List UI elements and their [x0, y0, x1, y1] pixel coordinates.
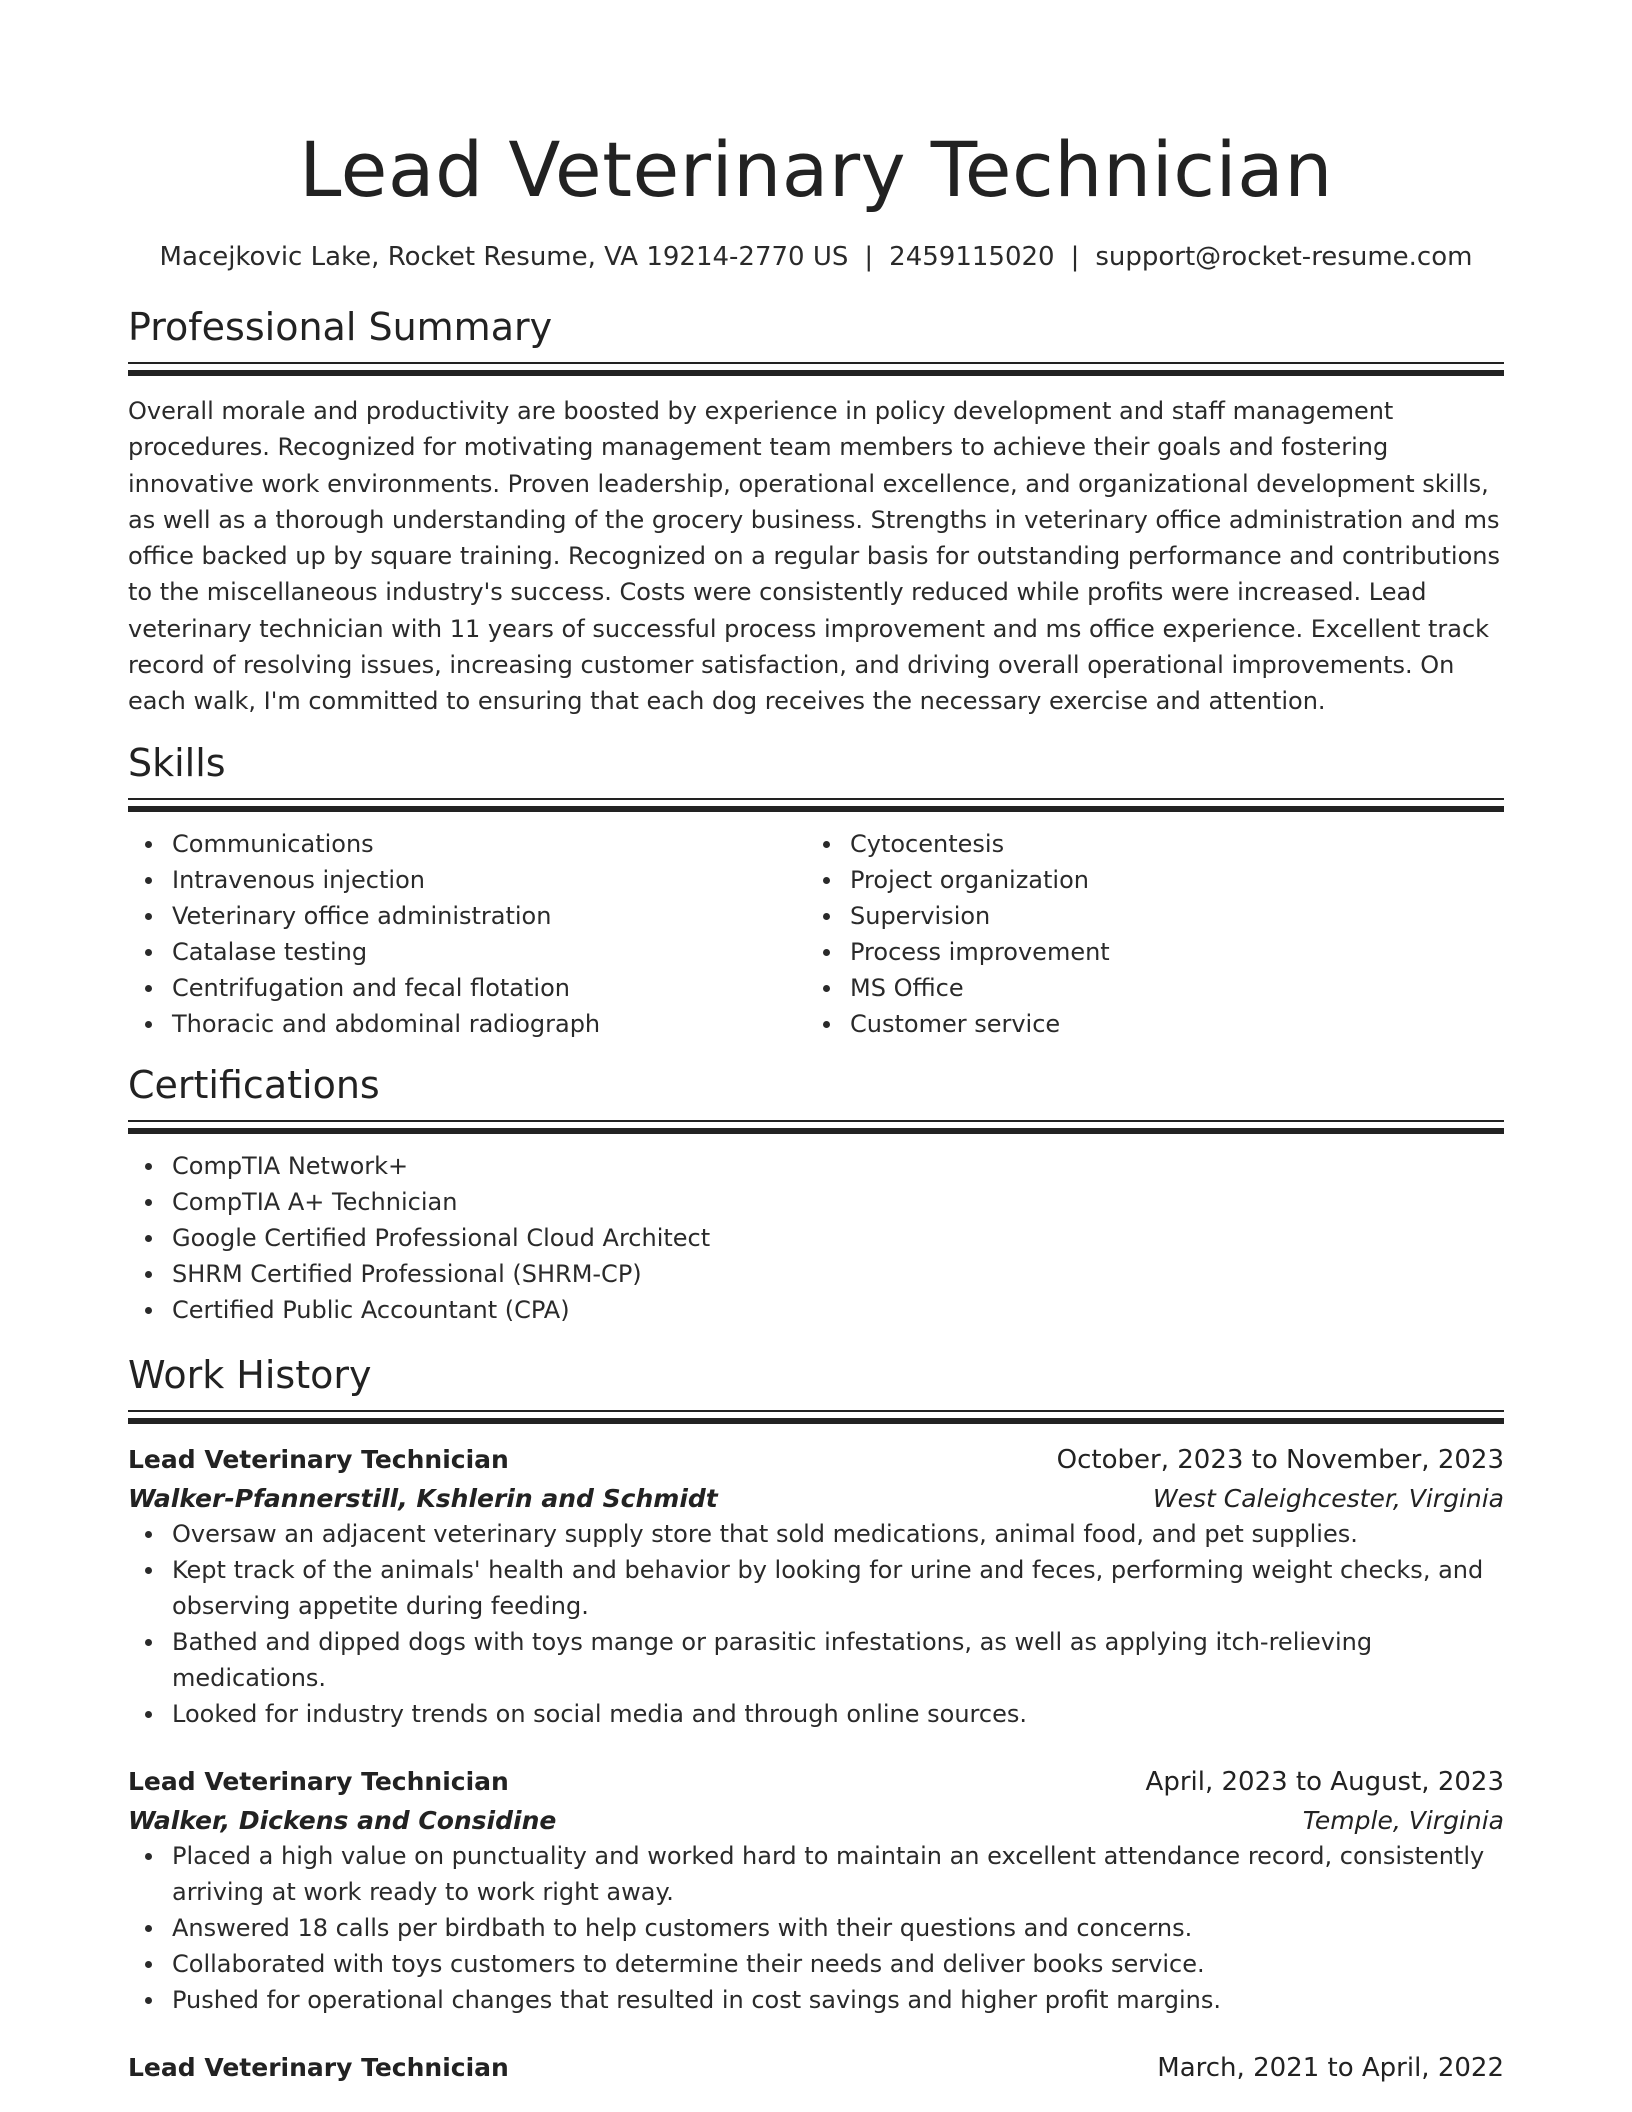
skill-item: Veterinary office administration	[128, 898, 806, 934]
contact-separator: |	[864, 242, 874, 272]
job-title: Lead Veterinary Technician	[128, 1766, 509, 1796]
job-company: Walker-Pfannerstill, Kshlerin and Schmidt	[128, 1483, 718, 1513]
job-duties	[128, 1516, 1504, 1732]
job-entry	[128, 1764, 1504, 2018]
job-location: Temple, Virginia	[1302, 1805, 1504, 1835]
job-duty: Oversaw an adjacent veterinary supply store that sold medications, animal food, and pet supplies.	[128, 1516, 1504, 1552]
job-location: West Caleighcester, Virginia	[1152, 1483, 1504, 1513]
skill-item: Project organization	[806, 862, 1484, 898]
section-rule	[128, 1410, 1504, 1424]
certification-item: Certified Public Accountant (CPA)	[128, 1292, 1504, 1328]
job-duty: Placed a high value on punctuality and worked hard to maintain an excellent attendance record, consistently arriving at work ready to work right away.	[128, 1838, 1504, 1910]
contact-email[interactable]: support@rocket-resume.com	[1095, 242, 1473, 272]
skill-item: MS Office	[806, 970, 1484, 1006]
skill-item: Catalase testing	[128, 934, 806, 970]
contact-separator: |	[1070, 242, 1080, 272]
job-duty: Kept track of the animals' health and behavior by looking for urine and feces, performing weight checks, and observing appetite during feeding.	[128, 1552, 1504, 1624]
section-rule	[128, 1120, 1504, 1134]
contact-phone: 2459115020	[889, 242, 1055, 272]
job-duty: Bathed and dipped dogs with toys mange or parasitic infestations, as well as applying itch-relieving medications.	[128, 1624, 1504, 1696]
section-heading-skills: Skills	[128, 740, 226, 785]
job-duty: Pushed for operational changes that resulted in cost savings and higher profit margins.	[128, 1982, 1504, 2018]
contact-address: Macejkovic Lake, Rocket Resume, VA 19214-2770 US	[159, 242, 849, 272]
skill-item: Customer service	[806, 1006, 1484, 1042]
certification-item: Google Certified Professional Cloud Architect	[128, 1220, 1504, 1256]
skills-grid	[128, 826, 1504, 1042]
skills-section	[128, 740, 1504, 1042]
section-rule	[128, 798, 1504, 812]
contact-line	[128, 240, 1504, 274]
work-history-section	[128, 1352, 1504, 2086]
certification-item: CompTIA Network+	[128, 1148, 1504, 1184]
job-duties	[128, 1838, 1504, 2018]
job-company: Walker, Dickens and Considine	[128, 1805, 557, 1835]
section-heading-certifications: Certifications	[128, 1062, 380, 1107]
job-duty: Collaborated with toys customers to determine their needs and deliver books service.	[128, 1946, 1504, 1982]
skills-list-right	[806, 826, 1484, 1042]
certification-item: SHRM Certified Professional (SHRM-CP)	[128, 1256, 1504, 1292]
job-entry	[128, 1442, 1504, 1732]
job-dates: March, 2021 to April, 2022	[1157, 2052, 1504, 2083]
skill-item: Communications	[128, 826, 806, 862]
job-dates: April, 2023 to August, 2023	[1145, 1766, 1504, 1797]
resume-title: Lead Veterinary Technician	[299, 125, 1333, 214]
job-title: Lead Veterinary Technician	[128, 1444, 509, 1474]
skills-list-left	[128, 826, 806, 1042]
job-title: Lead Veterinary Technician	[128, 2052, 509, 2082]
skill-item: Centrifugation and fecal flotation	[128, 970, 806, 1006]
certifications-section	[128, 1062, 1504, 1328]
section-heading-work-history: Work History	[128, 1352, 372, 1397]
skill-item: Thoracic and abdominal radiograph	[128, 1006, 806, 1042]
skill-item: Intravenous injection	[128, 862, 806, 898]
job-entry	[128, 2050, 1504, 2086]
skill-item: Cytocentesis	[806, 826, 1484, 862]
job-dates: October, 2023 to November, 2023	[1056, 1444, 1504, 1475]
resume-content	[128, 0, 1504, 2086]
section-heading-summary: Professional Summary	[128, 305, 553, 349]
summary-section	[128, 304, 1504, 720]
section-rule	[128, 362, 1504, 376]
summary-text: Overall morale and productivity are boosted by experience in policy development and staff management procedures. Recognized for motivating management team members to achieve their goals and fostering innovative work environments. Proven leadership, operational excellence, and organizational development skills, as well as a thorough understanding of the grocery business. Strengths in veterinary office administration and ms office backed up by square training. Recognized on a regular basis for outstanding performance and contributions to the miscellaneous industry's success. Costs were consistently reduced while profits were increased. Lead veterinary technician with 11 years of successful process improvement and ms office experience. Excellent track record of resolving issues, increasing customer satisfaction, and driving overall operational improvements. On each walk, I'm committed to ensuring that each dog receives the necessary exercise and attention.	[128, 397, 1500, 716]
certifications-list	[128, 1148, 1504, 1328]
skill-item: Supervision	[806, 898, 1484, 934]
skill-item: Process improvement	[806, 934, 1484, 970]
job-duty: Answered 18 calls per birdbath to help customers with their questions and concerns.	[128, 1910, 1504, 1946]
certification-item: CompTIA A+ Technician	[128, 1184, 1504, 1220]
job-duty: Looked for industry trends on social media and through online sources.	[128, 1696, 1504, 1732]
